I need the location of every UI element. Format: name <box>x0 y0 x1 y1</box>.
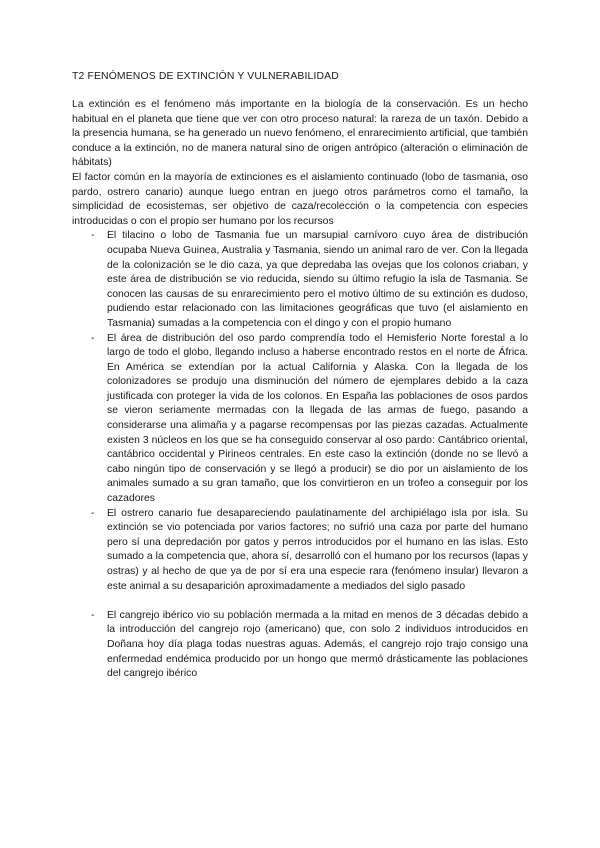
bullet-marker: - <box>91 609 95 621</box>
intro-paragraph: La extinción es el fenómeno más importante en la biología de la conservación. Es un hecho habitual en el planeta que tiene que ver con otro proceso natural: la rareza de un taxón. Debido a la presencia humana, se ha generado un nuevo fenómeno, el enrarecimiento artificial, que también conduce a la extinción, no de manera natural sino de origen antrópico (alteración o eliminación de hábitats) <box>72 99 528 169</box>
list-item-text: El ostrero canario fue desapareciendo paulatinamente del archipiélago isla por isla. Su extinción se vio potenciada por varios factores; no sufrió una caza por parte del humano pero sí una depredación por gatos y perros introducidos por el humano en las islas. Esto sumado a la competencia que, ahora sí, desarrolló con el humano por los recursos (lapas y ostras) y al hecho de que ya de por sí era una especie rara (fenómeno insular) llevaron a este animal a su desaparición aproximadamente a mediados del siglo pasado <box>107 507 528 592</box>
bullet-marker: - <box>91 507 95 519</box>
list-item-text: El cangrejo ibérico vio su población mermada a la mitad en menos de 3 décadas debido a la introducción del cangrejo rojo (americano) que, con solo 2 individuos introducidos en Doñana hoy día plaga todas nuestras aguas. Además, el cangrejo rojo trajo consigo una enfermedad endémica producido por un hongo que mermó drásticamente las poblaciones del cangrejo ibérico <box>107 609 528 680</box>
list-item-ostrero-canario <box>72 507 528 595</box>
list-item-cangrejo-iberico <box>72 609 528 682</box>
document-title: T2 FENÓMENOS DE EXTINCIÓN Y VULNERABILIDAD <box>72 71 339 82</box>
factors-paragraph: El factor común en la mayoría de extinciones es el aislamiento continuado (lobo de tasmania, oso pardo, ostrero canario) aunque luego entran en juego otros parámetros como el tamaño, la simplicidad de ecosistemas, ser objetivo de caza/recolección o la competencia con especies introducidas o con el propio ser humano por los recursos <box>72 171 528 227</box>
list-item-tilacino <box>72 229 528 331</box>
bullet-marker: - <box>91 230 95 242</box>
list-item-text: El área de distribución del oso pardo comprendía todo el Hemisferio Norte forestal a lo largo de todo el globo, llegando incluso a haberse encontrado restos en el norte de África. En América se extendían por la actual California y Alaska. Con la llegada de los colonizadores se produjo una disminución del número de ejemplares debido a la caza justificada con proteger la vida de los colonos. En España las poblaciones de osos pardos se vieron seriamente mermadas con la llegada de las armas de fuego, pasando a considerarse una alimaña y a pagarse recompensas por las piezas cazadas. Actualmente existen 3 núcleos en los que se ha conseguido conservar al oso pardo: Cantábrico oriental, cantábrico occidental y Pirineos centrales. En este caso la extinción (donde no se llevó a cabo ningún tipo de conservación y se llegó a producir) se dio por un aislamiento de los animales sumado a su gran tamaño, que los convirtieron en un trofeo a conseguir por los cazadores <box>107 332 528 505</box>
list-item-oso-pardo <box>72 332 528 507</box>
document-page <box>72 70 528 682</box>
bullet-marker: - <box>91 332 95 344</box>
list-item-text: El tilacino o lobo de Tasmania fue un marsupial carnívoro cuyo área de distribución ocupaba Nueva Guinea, Australia y Tasmania, siendo un animal raro de ver. Con la llegada de la colonización se le dio caza, ya que depredaba las ovejas que los colonos criaban, y este área de distribución se vio reducida, siendo su último refugio la isla de Tasmania. Se conocen las causas de su enrarecimiento pero el motivo último de su extinción es dudoso, pudiendo estar relacionado con las limitaciones geográficas que tuvo (el aislamiento en Tasmania) sumadas a la competencia con el dingo y con el propio humano <box>107 230 528 329</box>
species-list <box>72 229 528 681</box>
